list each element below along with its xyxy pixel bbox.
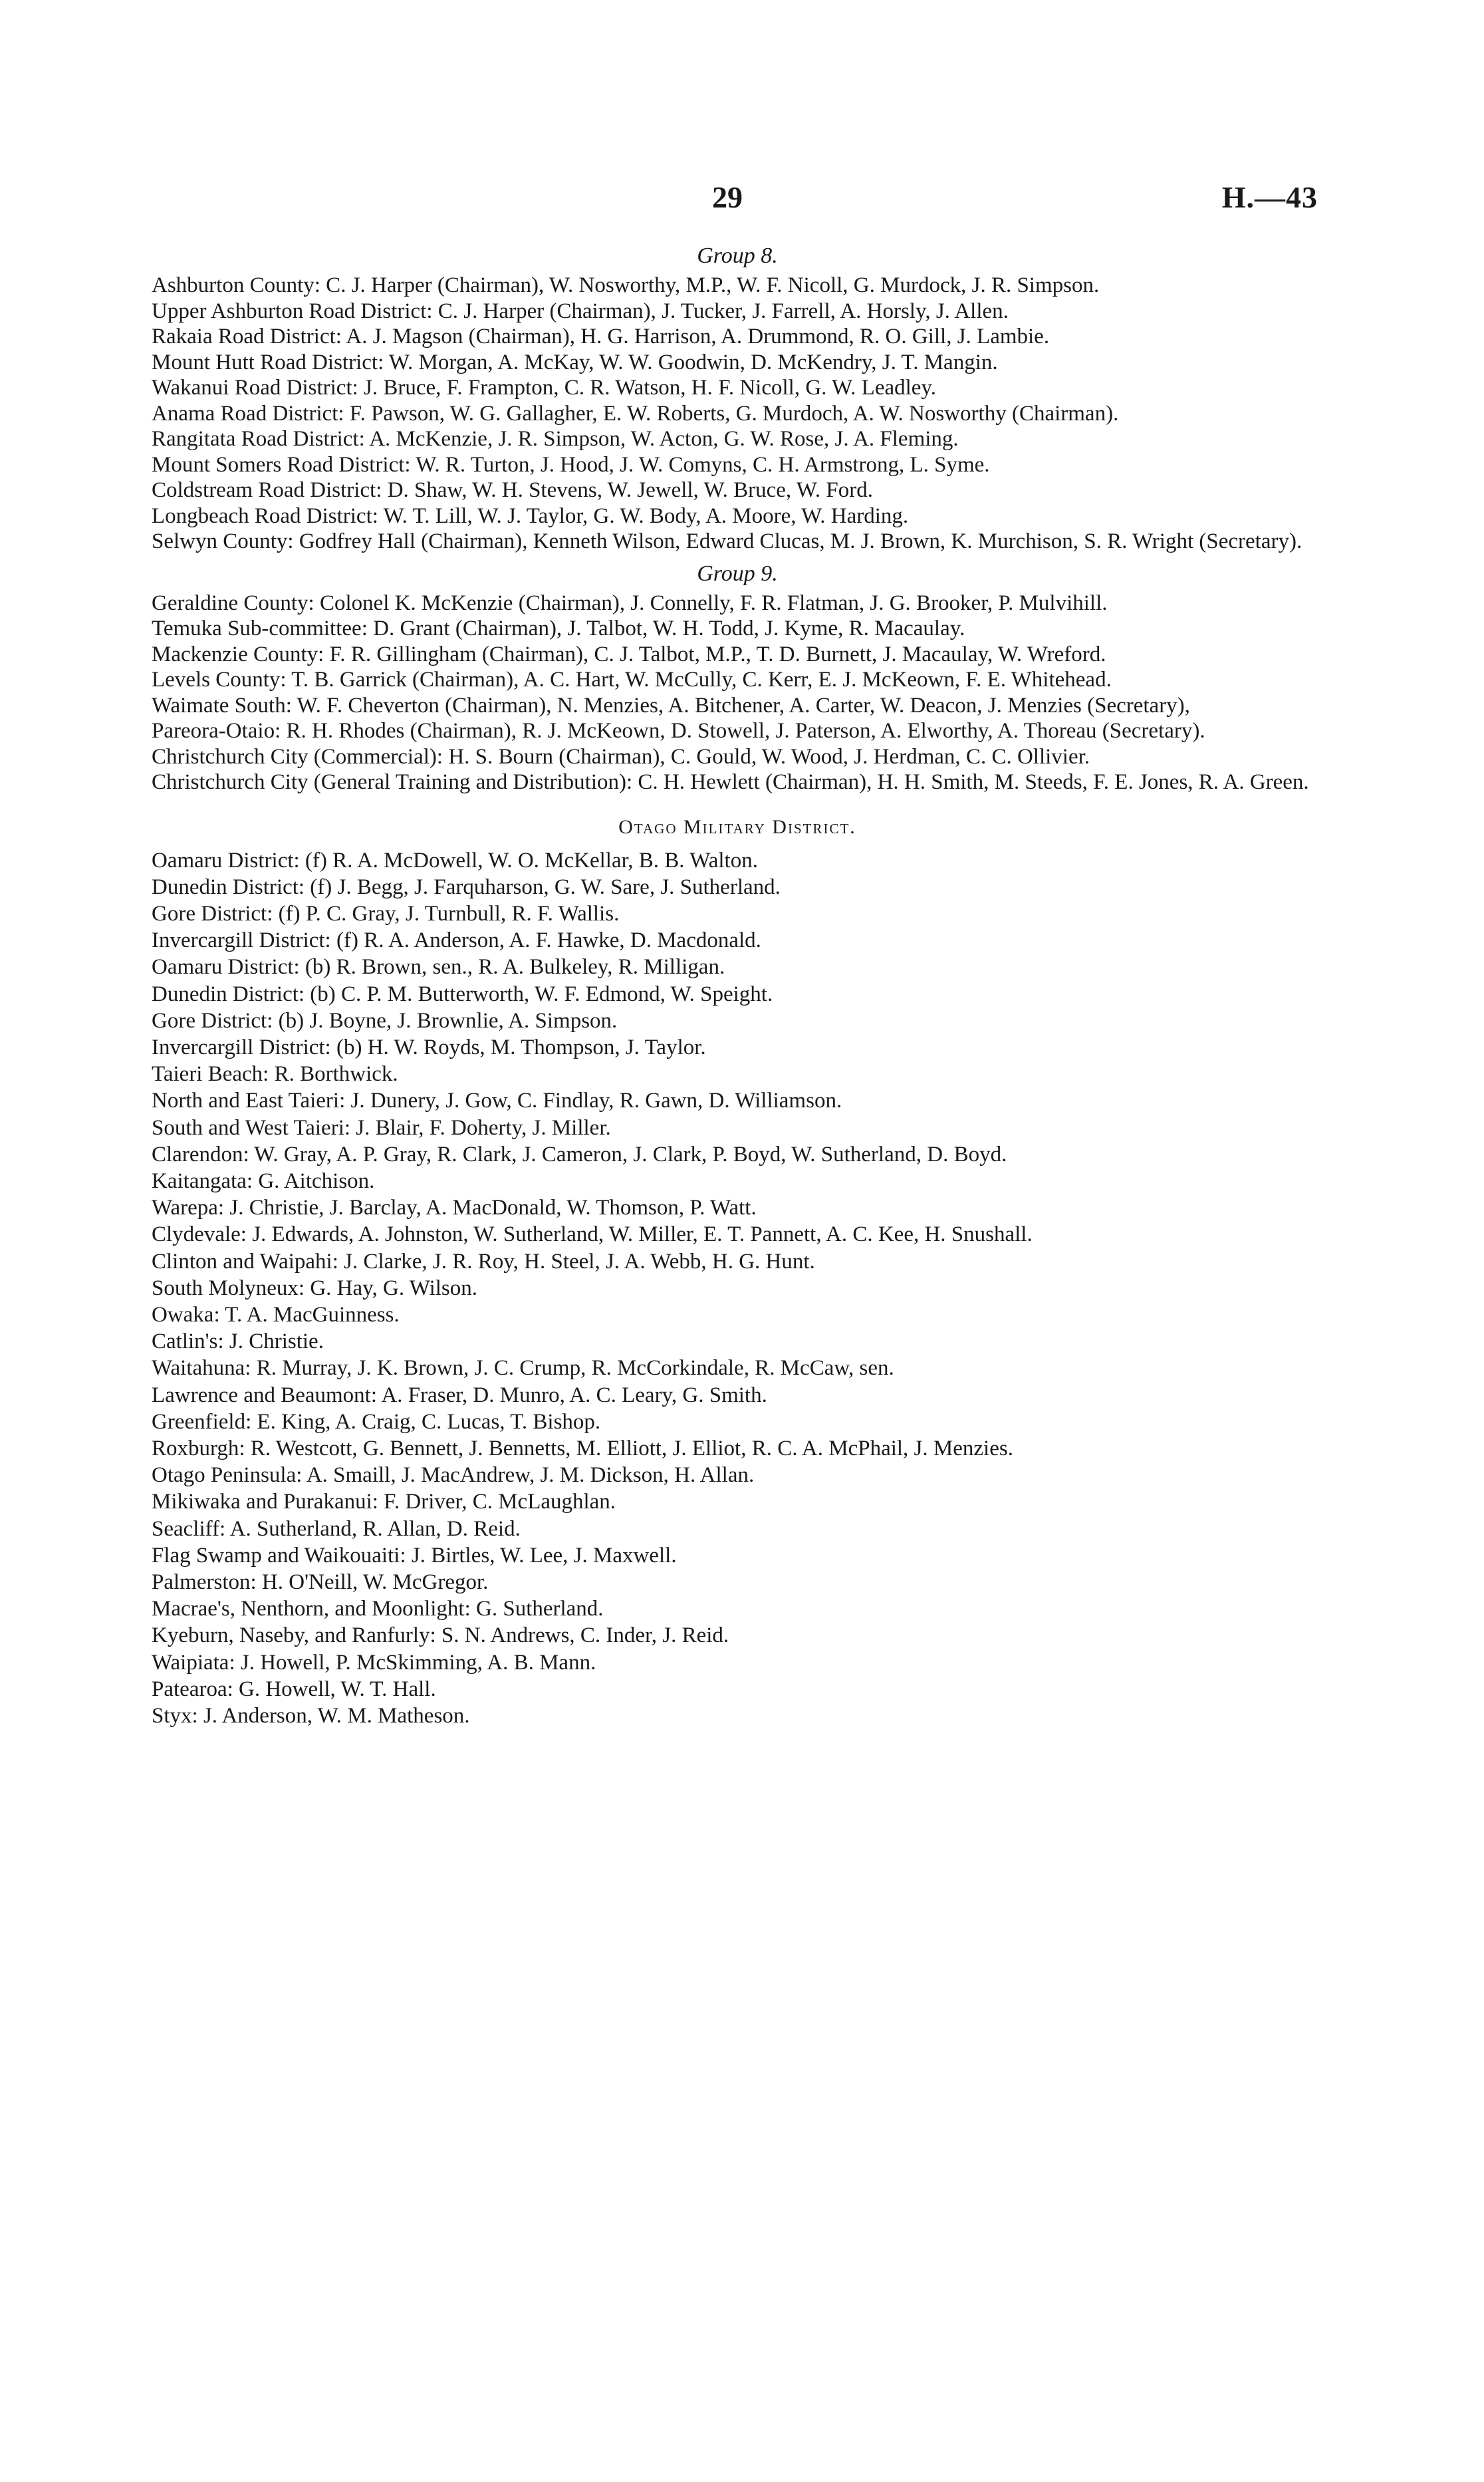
list-item: Invercargill District: (b) H. W. Royds, M. Thompson, J. Taylor.	[152, 1035, 706, 1059]
list-item: Gore District: (b) J. Boyne, J. Brownlie, A. Simpson.	[152, 1008, 618, 1033]
list-item: Levels County: T. B. Garrick (Chairman), A. C. Hart, W. McCully, C. Kerr, E. J. McKeown, F. E. Whitehead.	[152, 668, 1112, 692]
list-item: Roxburgh: R. Westcott, G. Bennett, J. Bennetts, M. Elliott, J. Elliot, R. C. A. McPhail, J. Menzies.	[152, 1436, 1013, 1460]
list-item: Pareora-Otaio: R. H. Rhodes (Chairman), R. J. McKeown, D. Stowell, J. Paterson, A. Elworthy, A. Thoreau (Secretary).	[152, 719, 1205, 743]
list-item: Dunedin District: (f) J. Begg, J. Farquharson, G. W. Sare, J. Sutherland.	[152, 875, 781, 899]
list-item: Waipiata: J. Howell, P. McSkimming, A. B. Mann.	[152, 1650, 596, 1675]
list-item: Temuka Sub-committee: D. Grant (Chairman), J. Talbot, W. H. Todd, J. Kyme, R. Macaulay.	[152, 617, 965, 640]
list-item: South and West Taieri: J. Blair, F. Doherty, J. Miller.	[152, 1115, 611, 1140]
otago-district-heading	[152, 813, 1323, 842]
otago-district-heading-text: Otago Military District.	[618, 815, 856, 838]
list-item: Seacliff: A. Sutherland, R. Allan, D. Reid.	[152, 1516, 521, 1541]
document-reference: H.—43	[1221, 180, 1318, 214]
list-item: Greenfield: E. King, A. Craig, C. Lucas, T. Bishop.	[152, 1409, 601, 1434]
list-item: Macrae's, Nenthorn, and Moonlight: G. Sutherland.	[152, 1597, 604, 1621]
list-item: Clarendon: W. Gray, A. P. Gray, R. Clark, J. Cameron, J. Clark, P. Boyd, W. Sutherland, D. Boyd.	[152, 1142, 1007, 1167]
list-item: Christchurch City (General Training and Distribution): C. H. Hewlett (Chairman), H. H. Smith, M. Steeds, F. E. Jones, R. A. Green.	[152, 770, 1309, 794]
list-item: Wakanui Road District: J. Bruce, F. Frampton, C. R. Watson, H. F. Nicoll, G. W. Leadley.	[152, 376, 937, 400]
page-number: 29	[712, 180, 743, 214]
list-item: Styx: J. Anderson, W. M. Matheson.	[152, 1704, 470, 1728]
list-item: Oamaru District: (f) R. A. McDowell, W. O. McKellar, B. B. Walton.	[152, 848, 758, 873]
list-item: Kyeburn, Naseby, and Ranfurly: S. N. Andrews, C. Inder, J. Reid.	[152, 1623, 729, 1648]
list-item: Kaitangata: G. Aitchison.	[152, 1169, 375, 1193]
group-8-heading: Group 8.	[697, 243, 778, 268]
list-item: Taieri Beach: R. Borthwick.	[152, 1062, 398, 1087]
list-item: Otago Peninsula: A. Smaill, J. MacAndrew, J. M. Dickson, H. Allan.	[152, 1463, 755, 1488]
list-item: Rangitata Road District: A. McKenzie, J. R. Simpson, W. Acton, G. W. Rose, J. A. Fleming.	[152, 427, 959, 451]
list-item: Invercargill District: (f) R. A. Anderson, A. F. Hawke, D. Macdonald.	[152, 928, 761, 953]
group-9-list	[152, 591, 1323, 795]
list-item: Mackenzie County: F. R. Gillingham (Chairman), C. J. Talbot, M.P., T. D. Burnett, J. Macaulay, W. Wreford.	[152, 642, 1106, 666]
group-8-list	[152, 273, 1323, 555]
list-item: Flag Swamp and Waikouaiti: J. Birtles, W. Lee, J. Maxwell.	[152, 1543, 677, 1568]
list-item: Clinton and Waipahi: J. Clarke, J. R. Roy, H. Steel, J. A. Webb, H. G. Hunt.	[152, 1249, 815, 1274]
list-item: Mount Hutt Road District: W. Morgan, A. McKay, W. W. Goodwin, D. McKendry, J. T. Mangin.	[152, 350, 998, 374]
list-item: Dunedin District: (b) C. P. M. Butterworth, W. F. Edmond, W. Speight.	[152, 982, 773, 1006]
list-item: North and East Taieri: J. Dunery, J. Gow, C. Findlay, R. Gawn, D. Williamson.	[152, 1089, 842, 1113]
list-item: Oamaru District: (b) R. Brown, sen., R. A. Bulkeley, R. Milligan.	[152, 955, 725, 980]
list-item: Selwyn County: Godfrey Hall (Chairman), Kenneth Wilson, Edward Clucas, M. J. Brown, K. Murchison, S. R. Wright (Secretary).	[152, 529, 1302, 553]
list-item: Longbeach Road District: W. T. Lill, W. J. Taylor, G. W. Body, A. Moore, W. Harding.	[152, 503, 909, 528]
list-item: Patearoa: G. Howell, W. T. Hall.	[152, 1677, 436, 1701]
list-item: Rakaia Road District: A. J. Magson (Chairman), H. G. Harrison, A. Drummond, R. O. Gill, J. Lambie.	[152, 325, 1050, 348]
list-item: Clydevale: J. Edwards, A. Johnston, W. Sutherland, W. Miller, E. T. Pannett, A. C. Kee, H. Snushall.	[152, 1222, 1033, 1247]
list-item: Coldstream Road District: D. Shaw, W. H. Stevens, W. Jewell, W. Bruce, W. Ford.	[152, 478, 873, 502]
list-item: Waimate South: W. F. Cheverton (Chairman), N. Menzies, A. Bitchener, A. Carter, W. Deacon, J. Menzies (Secretary),	[152, 693, 1190, 718]
list-item: Gore District: (f) P. C. Gray, J. Turnbull, R. F. Wallis.	[152, 901, 620, 926]
list-item: Owaka: T. A. MacGuinness.	[152, 1302, 400, 1327]
list-item: South Molyneux: G. Hay, G. Wilson.	[152, 1276, 478, 1300]
list-item: Warepa: J. Christie, J. Barclay, A. MacDonald, W. Thomson, P. Watt.	[152, 1196, 757, 1220]
list-item: Upper Ashburton Road District: C. J. Harper (Chairman), J. Tucker, J. Farrell, A. Horsly, J. Allen.	[152, 299, 1009, 323]
list-item: Palmerston: H. O'Neill, W. McGregor.	[152, 1570, 489, 1594]
list-item: Lawrence and Beaumont: A. Fraser, D. Munro, A. C. Leary, G. Smith.	[152, 1383, 767, 1407]
list-item: Christchurch City (Commercial): H. S. Bourn (Chairman), C. Gould, W. Wood, J. Herdman, C. C. Ollivier.	[152, 744, 1090, 769]
list-item: Waitahuna: R. Murray, J. K. Brown, J. C. Crump, R. McCorkindale, R. McCaw, sen.	[152, 1356, 894, 1381]
list-item: Mount Somers Road District: W. R. Turton, J. Hood, J. W. Comyns, C. H. Armstrong, L. Syme.	[152, 452, 990, 477]
list-item: Mikiwaka and Purakanui: F. Driver, C. McLaughlan.	[152, 1490, 616, 1514]
group-9-heading: Group 9.	[697, 561, 778, 586]
list-item: Anama Road District: F. Pawson, W. G. Gallagher, E. W. Roberts, G. Murdoch, A. W. Nosworthy (Chairman).	[152, 401, 1119, 426]
otago-list	[152, 847, 1323, 1730]
list-item: Ashburton County: C. J. Harper (Chairman), W. Nosworthy, M.P., W. F. Nicoll, G. Murdock, J. R. Simpson.	[152, 273, 1100, 297]
page-body	[152, 237, 1323, 1729]
list-item: Catlin's: J. Christie.	[152, 1329, 324, 1354]
list-item: Geraldine County: Colonel K. McKenzie (Chairman), J. Connelly, F. R. Flatman, J. G. Brooker, P. Mulvihill.	[152, 591, 1108, 615]
